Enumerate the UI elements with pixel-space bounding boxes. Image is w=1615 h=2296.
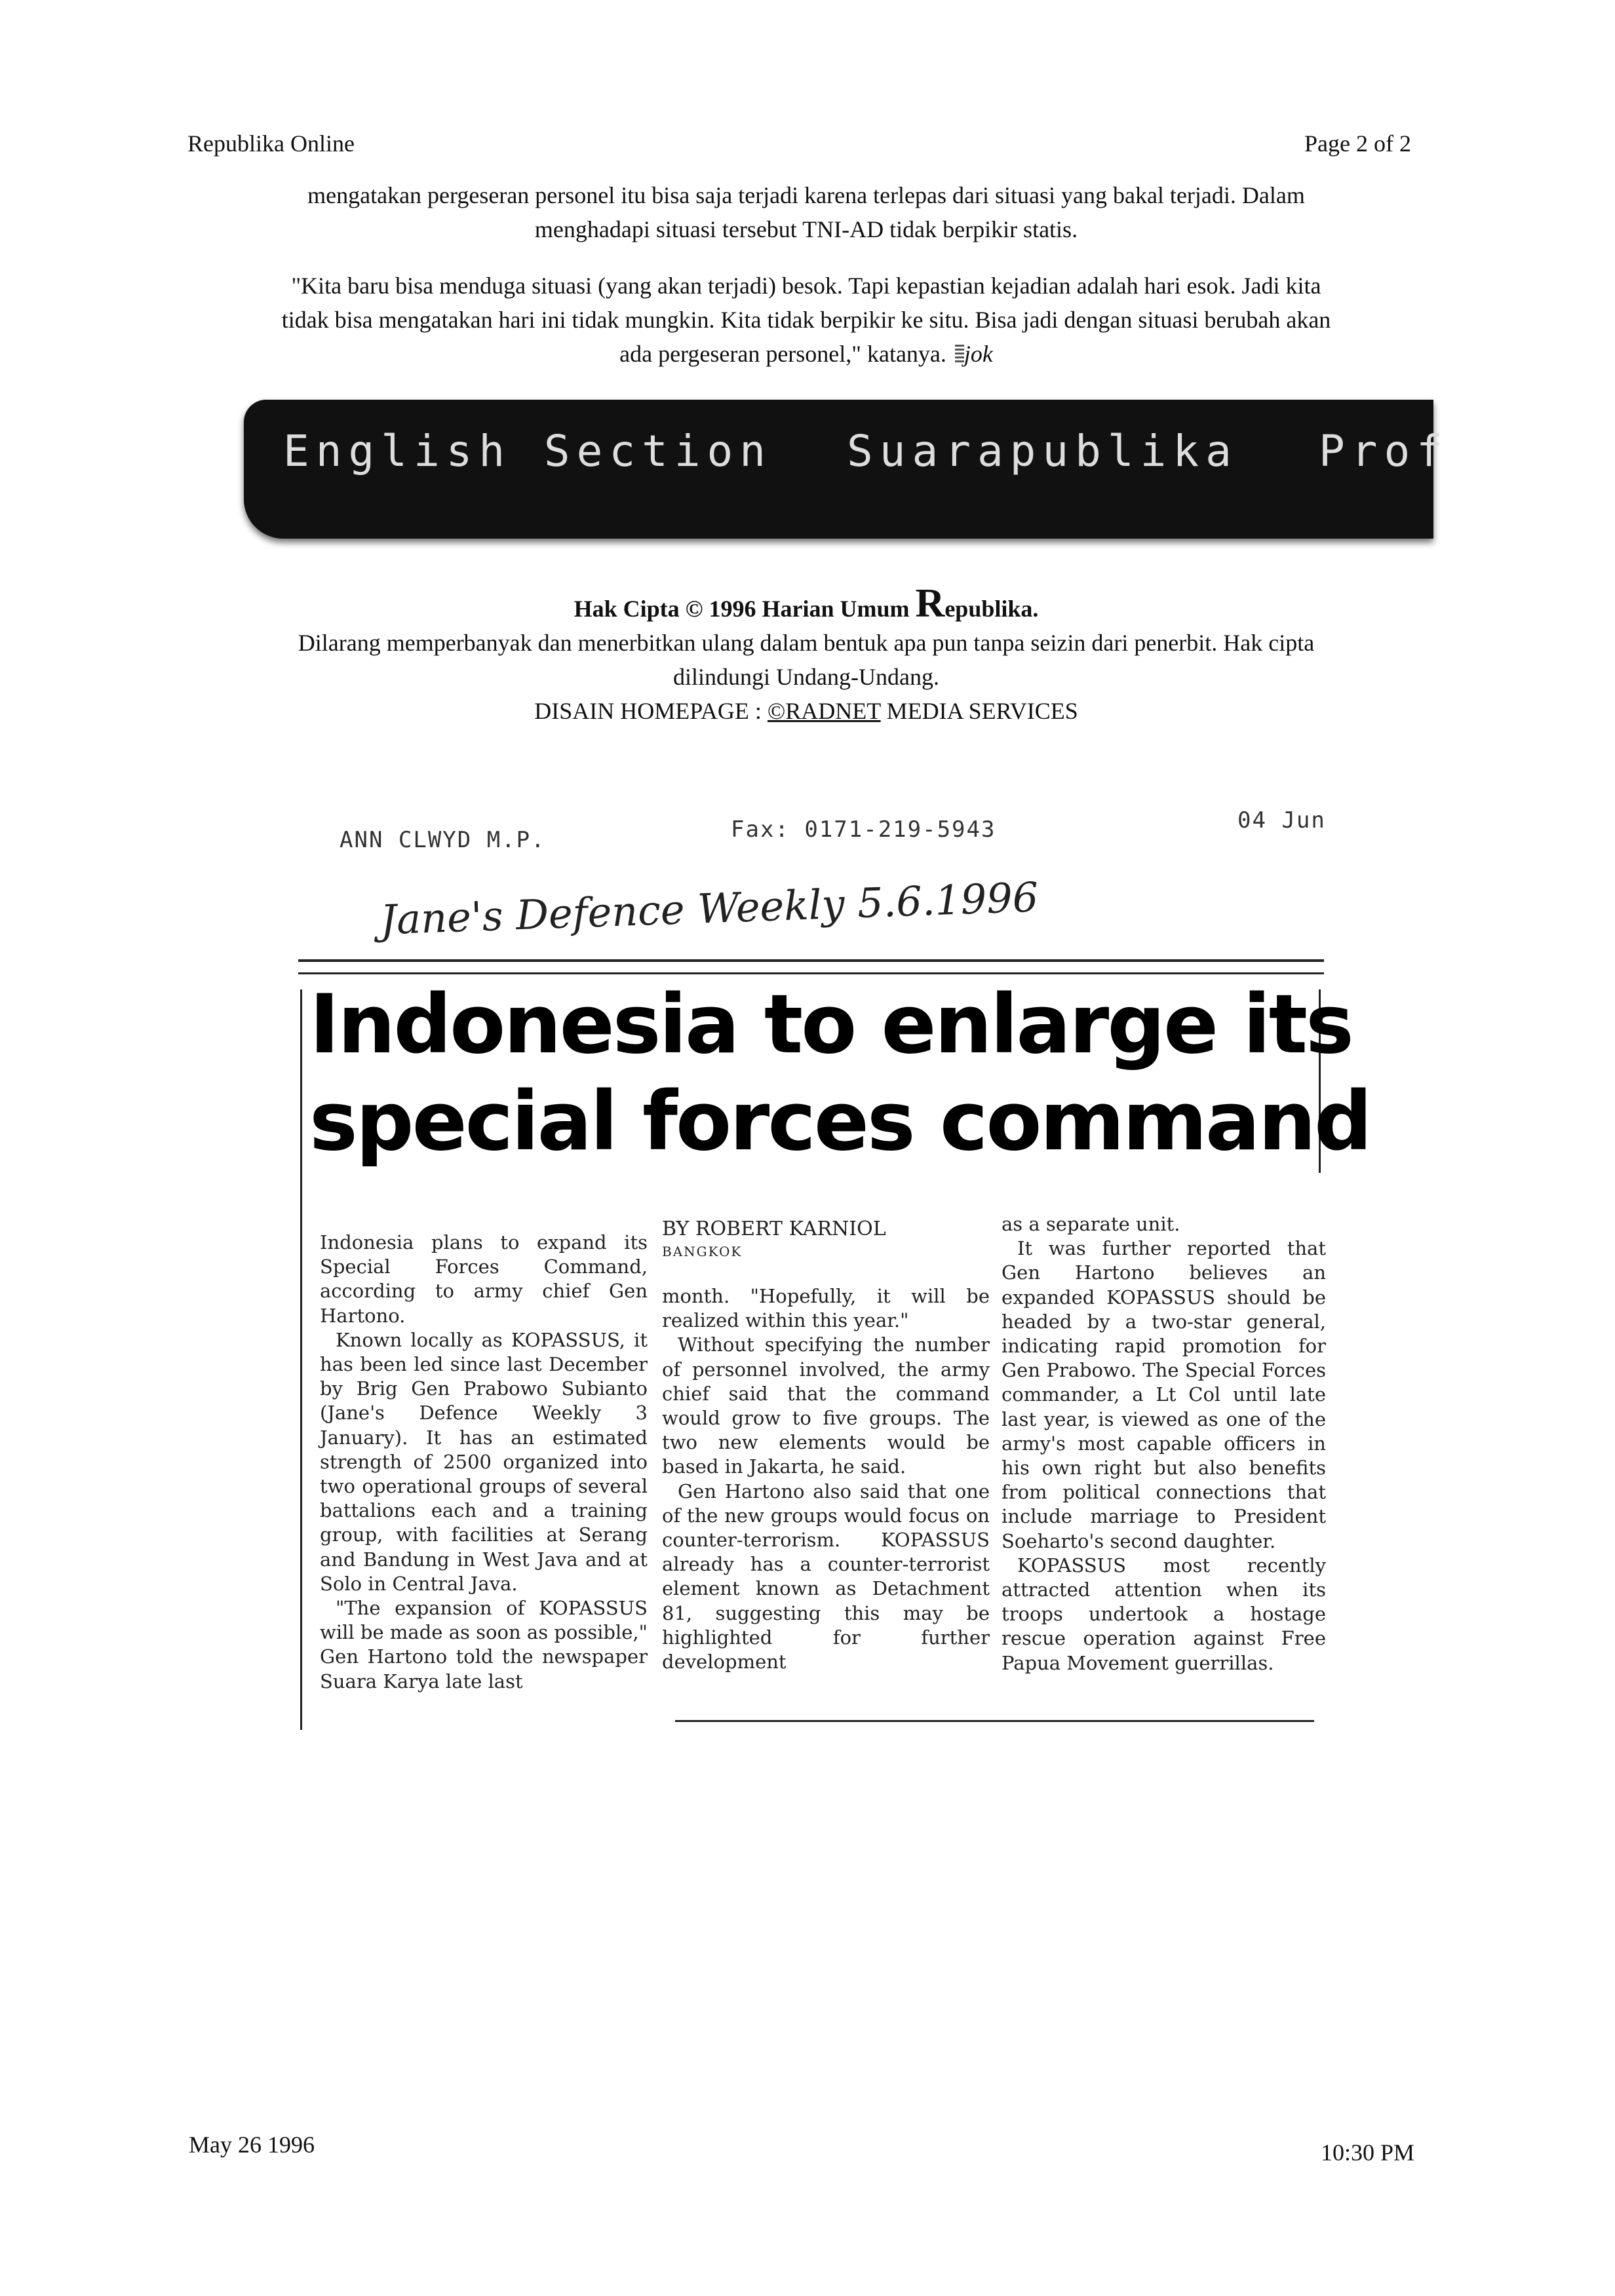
article-paragraph: Without specifying the number of personnel involved, the army chief said that the command would grow to five groups. The two new elements would be based in Jakarta, he said.: [662, 1333, 990, 1478]
copyright-line: Hak Cipta © 1996 Harian Umum Republika.: [574, 581, 1039, 626]
body-paragraph-1: [184, 178, 1429, 246]
republika-logo: R: [915, 581, 945, 626]
article-column-2: [662, 1284, 990, 1674]
paragraph-line: menghadapi situasi tersebut TNI-AD tidak berpikir statis.: [534, 216, 1078, 242]
copyright-block: [184, 581, 1429, 728]
article-paragraph: It was further reported that Gen Hartono believes an expanded KOPASSUS should be headed by a two-star general, indicating rapid promotion for Gen Prabowo. The Special Forces commander, a Lt Col until late last year, is viewed as one of the army's most capable officers in his own right but also benefits from political connections that include marriage to President Soeharto's second daughter.: [1002, 1237, 1326, 1552]
article-column-1: [320, 1231, 648, 1694]
article-headline-line2: special forces command: [309, 1075, 1371, 1169]
paragraph-line: [184, 337, 1429, 371]
section-nav-banner: [244, 400, 1449, 539]
nav-english-section[interactable]: English Section: [283, 426, 773, 476]
fax-number: Fax: 0171-219-5943: [731, 816, 996, 843]
radnet-link[interactable]: ©RADNET: [767, 698, 881, 724]
paragraph-line: tidak bisa mengatakan hari ini tidak mungkin. Kita tidak berpikir ke situ. Bisa jadi dengan situasi berubah akan: [281, 307, 1331, 333]
bullet-icon: [955, 345, 964, 364]
body-paragraph-2: [184, 269, 1429, 371]
paragraph-line: mengatakan pergeseran personel itu bisa saja terjadi karena terlepas dari situasi yang bakal terjadi. Dalam: [307, 182, 1305, 208]
article-paragraph: Known locally as KOPASSUS, it has been led since last December by Brig Gen Prabowo Subianto (Jane's Defence Weekly 3 January). It has an estimated strength of 2500 organized into two operational groups of several battalions each and a training group, with facilities at Serang and Bandung in West Java and at Solo in Central Java.: [320, 1328, 648, 1595]
article-paragraph: "The expansion of KOPASSUS will be made as soon as possible," Gen Hartono told the newspaper Suara Karya late last: [320, 1597, 648, 1693]
article-headline-line1: Indonesia to enlarge its: [309, 978, 1352, 1072]
article-paragraph: month. "Hopefully, it will be realized within this year.": [662, 1285, 990, 1332]
design-credit: DISAIN HOMEPAGE : ©RADNET MEDIA SERVICES: [534, 698, 1078, 724]
page-number: Page 2 of 2: [1304, 130, 1411, 157]
copyright-notice: Dilarang memperbanyak dan menerbitkan ulang dalam bentuk apa pun tanpa seizin dari penerbit. Hak cipta: [298, 630, 1315, 656]
handwritten-source-note: Jane's Defence Weekly 5.6.1996: [379, 873, 1040, 944]
clipping-top-rule: [298, 959, 1324, 962]
paragraph-line: "Kita baru bisa menduga situasi (yang akan terjadi) besok. Tapi kepastian kejadian adalah hari esok. Jadi kita: [291, 273, 1321, 299]
quote-end: ada pergeseran personel," katanya.: [619, 341, 946, 367]
clipping-top-rule-2: [298, 972, 1324, 974]
clipping-bottom-rule: [675, 1720, 1314, 1722]
article-paragraph: Indonesia plans to expand its Special Forces Command, according to army chief Gen Hartono.: [320, 1231, 648, 1327]
article-byline: BY ROBERT KARNIOL: [662, 1217, 886, 1240]
copyright-notice-cont: dilindungi Undang-Undang.: [673, 664, 939, 690]
footer-time: 10:30 PM: [1321, 2139, 1415, 2166]
author-signoff: jok: [963, 341, 993, 367]
article-paragraph: as a separate unit.: [1002, 1213, 1180, 1235]
fax-sender: ANN CLWYD M.P.: [340, 827, 546, 853]
article-paragraph: KOPASSUS most recently attracted attention when its troops undertook a hostage rescue operation against Free Papua Movement guerrillas.: [1002, 1554, 1326, 1674]
site-title: Republika Online: [187, 130, 355, 157]
nav-suarapublika[interactable]: Suarapublika: [847, 426, 1238, 476]
fax-date: 04 Jun: [1237, 807, 1326, 833]
article-paragraph: Gen Hartono also said that one of the new groups would focus on counter-terrorism. KOPASSUS already has a counter-terrorist element known as Detachment 81, suggesting this may be highlighted for further development: [662, 1480, 990, 1674]
article-column-3: [1002, 1212, 1326, 1675]
footer-date: May 26 1996: [189, 2132, 315, 2158]
article-dateline: BANGKOK: [662, 1244, 743, 1259]
clipping-left-border: [300, 989, 302, 1730]
nav-prof[interactable]: Prof: [1319, 426, 1449, 476]
